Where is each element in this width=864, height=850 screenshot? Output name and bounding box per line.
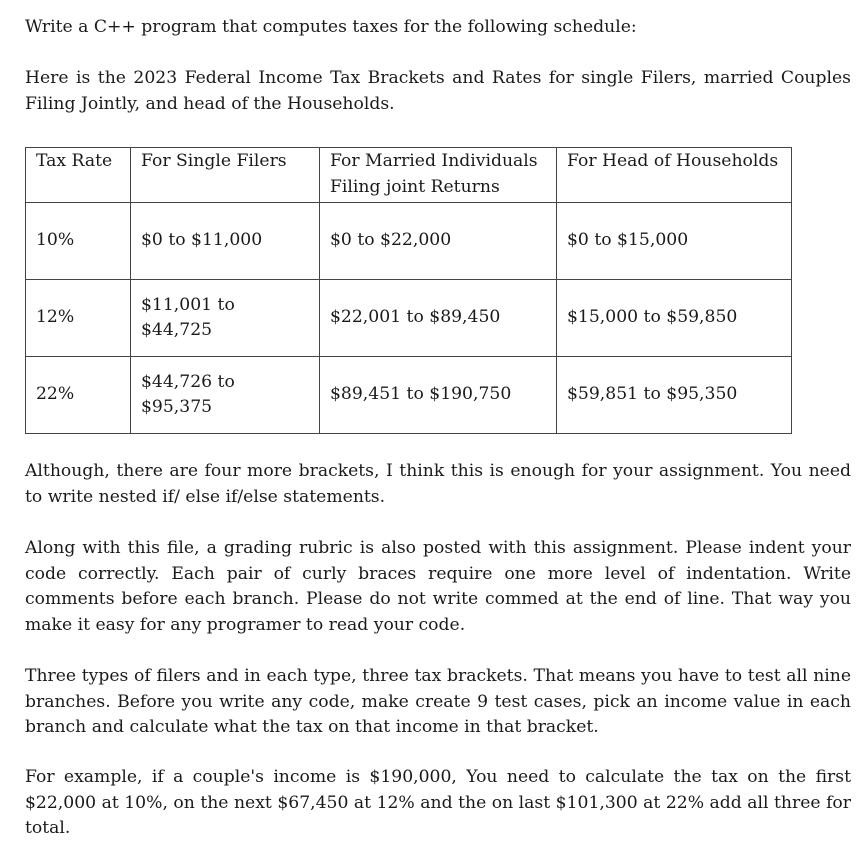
single-range-cell: $11,001 to $44,725 <box>131 280 320 357</box>
head-range-cell: $59,851 to $95,350 <box>557 357 792 434</box>
table-row <box>26 280 792 357</box>
head-range-cell: $0 to $15,000 <box>557 203 792 280</box>
married-range-cell: $89,451 to $190,750 <box>320 357 557 434</box>
single-range-cell: $44,726 to $95,375 <box>131 357 320 434</box>
rubric-paragraph: Along with this file, a grading rubric is also posted with this assignment. Please indent your code correctly. Each pair of curly braces require one more level of indentation. Write comments before each branch. Please do not write commed at the end of line. That way you make it easy for any programer to read your code. <box>25 538 851 635</box>
married-range-cell: $0 to $22,000 <box>320 203 557 280</box>
brackets-paragraph: Here is the 2023 Federal Income Tax Brackets and Rates for single Filers, married Couples Filing Jointly, and head of the Households. <box>25 68 851 114</box>
header-married-joint: For Married Individuals Filing joint Returns <box>320 148 557 203</box>
although-paragraph: Although, there are four more brackets, I think this is enough for your assignment. You need to write nested if/ else if/else statements. <box>25 461 851 507</box>
rate-cell: 10% <box>26 203 131 280</box>
single-range-cell: $0 to $11,000 <box>131 203 320 280</box>
header-single-filers: For Single Filers <box>131 148 320 203</box>
married-range-cell: $22,001 to $89,450 <box>320 280 557 357</box>
example-paragraph: For example, if a couple's income is $190,000, You need to calculate the tax on the first $22,000 at 10%, on the next $67,450 at 12% and the on last $101,300 at 22% add all three for total. <box>25 767 851 838</box>
header-tax-rate: Tax Rate <box>26 148 131 203</box>
table-row <box>26 357 792 434</box>
test-cases-paragraph: Three types of filers and in each type, three tax brackets. That means you have to test all nine branches. Before you write any code, make create 9 test cases, pick an income value in each branch and calculate what the tax on that income in that bracket. <box>25 666 851 737</box>
table-header-row <box>26 148 792 203</box>
header-head-of-households: For Head of Households <box>557 148 792 203</box>
rate-cell: 12% <box>26 280 131 357</box>
rate-cell: 22% <box>26 357 131 434</box>
table-row <box>26 203 792 280</box>
intro-paragraph: Write a C++ program that computes taxes for the following schedule: <box>25 17 637 37</box>
head-range-cell: $15,000 to $59,850 <box>557 280 792 357</box>
tax-brackets-table <box>25 147 792 434</box>
